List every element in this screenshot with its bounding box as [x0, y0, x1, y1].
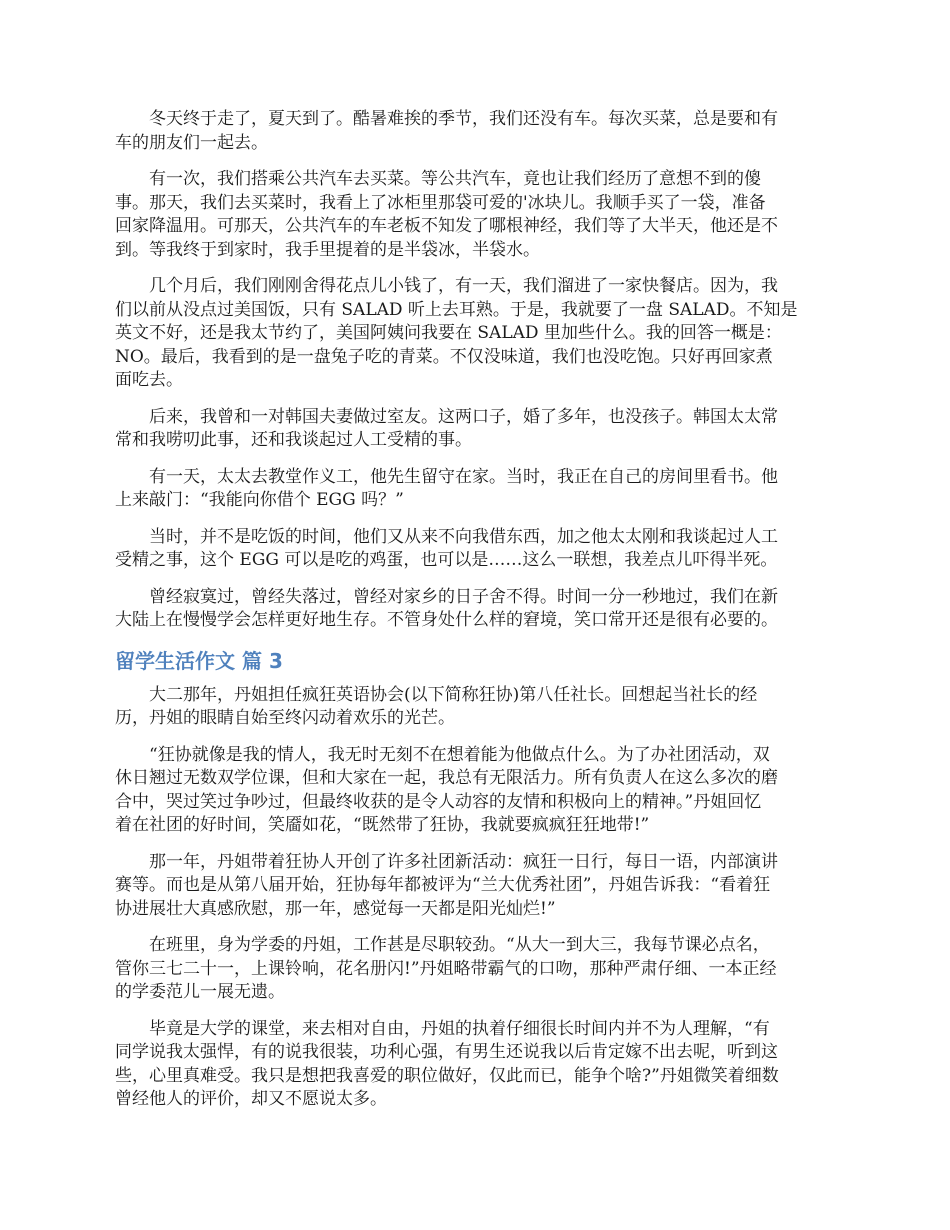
paragraph: 冬天终于走了，夏天到了。酷暑难挨的季节，我们还没有车。每次买菜，总是要和有 车的朋友们一起去。	[115, 109, 778, 153]
paragraph: 几个月后，我们刚刚舍得花点儿小钱了，有一天，我们溜进了一家快餐店。因为，我 们以前从没点过美国饭，只有 SALAD 听上去耳熟。于是，我就要了一盘 SALAD。不知是 英文不好，还是我太节约了，美国阿姨问我要在 SALAD 里加些什么。我的回答一概是： NO。最后，我看到的是一盘兔子吃的青菜。不仅没味道，我们也没吃饱。只好再回家煮 面吃去。	[115, 276, 798, 390]
section-heading-title: 留学生活作文 篇	[115, 648, 262, 673]
paragraph: 在班里，身为学委的丹姐，工作甚是尽职较劲。“从大一到大三，我每节课必点名， 管你三七二十一，上课铃响，花名册闪!”丹姐略带霸气的口吻，那种严肃仔细、一本正经 的学委范儿一展无遗。	[115, 935, 777, 1002]
section-heading-number: 3	[268, 648, 283, 673]
paragraph: 有一次，我们搭乘公共汽车去买菜。等公共汽车，竟也让我们经历了意想不到的傻 事。那天，我们去买菜时，我看上了冰柜里那袋可爱的'冰块儿。我顺手买了一袋，准备 回家降温用。可那天，公共汽车的车老板不知发了哪根神经，我们等了大半天，他还是不 到。等我终于到家时，我手里提着的是半袋冰，半袋水。	[115, 169, 778, 260]
paragraph: 那一年，丹姐带着狂协人开创了许多社团新活动：疯狂一日行，每日一语，内部演讲 赛等。而也是从第八届开始，狂协每年都被评为“兰大优秀社团”，丹姐告诉我：“看着狂 协进展壮大真感欣慰，那一年，感觉每一天都是阳光灿烂!”	[115, 851, 778, 919]
paragraph: “狂协就像是我的情人，我无时无刻不在想着能为他做点什么。为了办社团活动，双 休日翘过无数双学位课，但和大家在一起，我总有无限活力。所有负责人在这么多次的磨 合中，哭过笑过争吵过，但最终收获的是令人动容的友情和积极向上的精神。”丹姐回忆 着在社团的好时间，笑靥如花，“既然带了狂协，我就要疯疯狂狂地带!”	[115, 744, 778, 835]
paragraph: 当时，并不是吃饭的时间，他们又从来不向我借东西，加之他太太刚和我谈起过人工 受精之事，这个 EGG 可以是吃的鸡蛋，也可以是……这么一联想，我差点儿吓得半死。	[115, 526, 778, 570]
paragraph: 后来，我曾和一对韩国夫妻做过室友。这两口子，婚了多年，也没孩子。韩国太太常 常和我唠叨此事，还和我谈起过人工受精的事。	[115, 406, 778, 450]
paragraph: 曾经寂寞过，曾经失落过，曾经对家乡的日子舍不得。时间一分一秒地过，我们在新 大陆上在慢慢学会怎样更好地生存。不管身处什么样的窘境，笑口常开还是很有必要的。	[115, 586, 778, 630]
paragraph: 大二那年，丹姐担任疯狂英语协会(以下简称狂协)第八任社长。回想起当社长的经 历，丹姐的眼睛自始至终闪动着欢乐的光芒。	[115, 684, 758, 728]
document-page	[115, 108, 840, 1125]
section-heading	[115, 646, 840, 676]
paragraph: 毕竟是大学的课堂，来去相对自由，丹姐的执着仔细很长时间内并不为人理解，“有 同学说我太强悍，有的说我很装，功利心强，有男生还说我以后肯定嫁不出去呢，听到这 些，心里真难受。我只是想把我喜爱的职位做好，仅此而已，能争个啥?”丹姐微笑着细数 曾经他人的评价，却又不愿说太多。	[115, 1018, 779, 1109]
paragraph: 有一天，太太去教堂作义工，他先生留守在家。当时，我正在自己的房间里看书。他 上来敲门：“我能向你借个 EGG 吗？”	[115, 466, 778, 510]
